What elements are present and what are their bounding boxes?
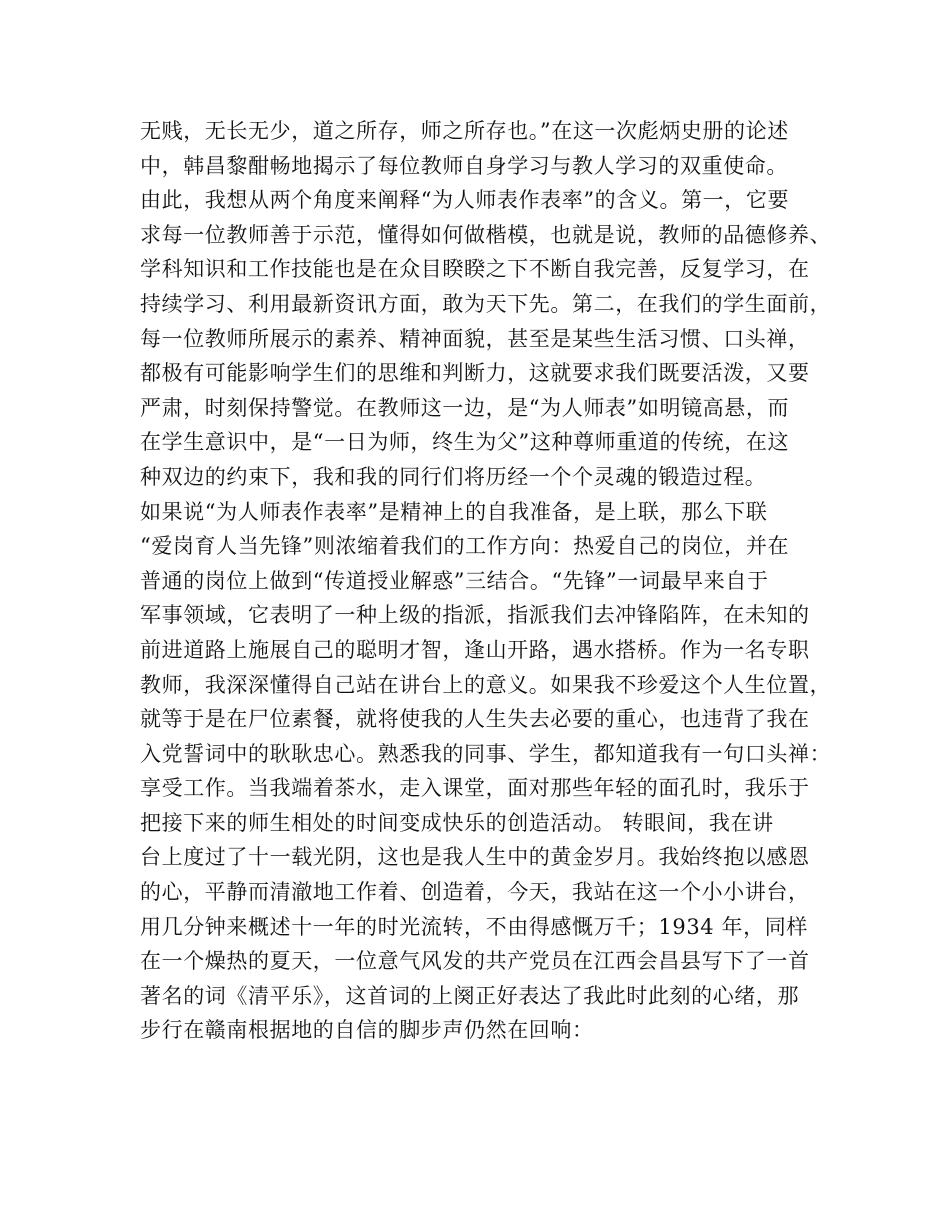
- text-line: 种双边的约束下，我和我的同行们将历经一个个灵魂的锻造过程。: [140, 464, 767, 489]
- text-line: “爱岗育人当先锋”则浓缩着我们的工作方向：热爱自己的岗位，并在: [140, 534, 790, 559]
- text-line: 中，韩昌黎酣畅地揭示了每位教师自身学习与教人学习的双重使命。: [140, 153, 788, 178]
- text-line: 就等于是在尸位素餐，就将使我的人生失去必要的重心，也违背了我在: [140, 707, 810, 732]
- text-line: 台上度过了十一载光阴，这也是我人生中的黄金岁月。我始终抱以感恩: [140, 845, 810, 870]
- text-line: 都极有可能影响学生们的思维和判断力，这就要求我们既要活泼，又要: [140, 361, 810, 386]
- text-line: 每一位教师所展示的素养、精神面貌，甚至是某些生活习惯、口头禅，: [140, 326, 810, 351]
- text-line: 在学生意识中，是“一日为师，终生为父”这种尊师重道的传统，在这: [140, 430, 790, 455]
- text-line: 前进道路上施展自己的聪明才智，逢山开路，遇水搭桥。作为一名专职: [140, 637, 810, 662]
- text-line: 严肃，时刻保持警觉。在教师这一边，是“为人师表”如明镜高悬，而: [140, 395, 790, 420]
- text-line: 军事领域，它表明了一种上级的指派，指派我们去冲锋陷阵，在未知的: [140, 603, 810, 628]
- text-line: 步行在赣南根据地的自信的脚步声仍然在回响：: [140, 1018, 594, 1043]
- text-line: 著名的词《清平乐》，这首词的上阕正好表达了我此时此刻的心绪，那: [140, 983, 800, 1008]
- text-line: 普通的岗位上做到“传道授业解惑”三结合。“先锋”一词最早来自于: [140, 568, 769, 593]
- text-line: 在一个燥热的夏天，一位意气风发的共产党员在江西会昌县写下了一首: [140, 949, 810, 974]
- body-text: [140, 114, 830, 1048]
- text-line: 把接下来的师生相处的时间变成快乐的创造活动。 转眼间，我在讲: [140, 810, 774, 835]
- text-line: 用几分钟来概述十一年的时光流转，不由得感慨万千；1934 年，同样: [140, 914, 808, 939]
- text-line: 求每一位教师善于示范，懂得如何做楷模，也就是说，教师的品德修养、: [140, 222, 832, 247]
- text-line: 学科知识和工作技能也是在众目睽睽之下不断自我完善，反复学习，在: [140, 257, 810, 282]
- text-line: 由此，我想从两个角度来阐释“为人师表作表率”的含义。第一，它要: [140, 188, 790, 213]
- text-line: 的心，平静而清澈地工作着、创造着，今天，我站在这一个小小讲台，: [140, 880, 810, 905]
- text-line: 如果说“为人师表作表率”是精神上的自我准备，是上联，那么下联: [140, 499, 768, 524]
- text-line: 享受工作。当我端着茶水，走入课堂，面对那些年轻的面孔时，我乐于: [140, 776, 810, 801]
- text-line: 入党誓词中的耿耿忠心。熟悉我的同事、学生，都知道我有一句口头禅：: [140, 741, 832, 766]
- text-line: 持续学习、利用最新资讯方面，敢为天下先。第二，在我们的学生面前，: [140, 291, 832, 316]
- text-line: 无贱，无长无少，道之所存，师之所存也。”在这一次彪炳史册的论述: [140, 119, 789, 143]
- text-line: 教师，我深深懂得自己站在讲台上的意义。如果我不珍爱这个人生位置，: [140, 672, 832, 697]
